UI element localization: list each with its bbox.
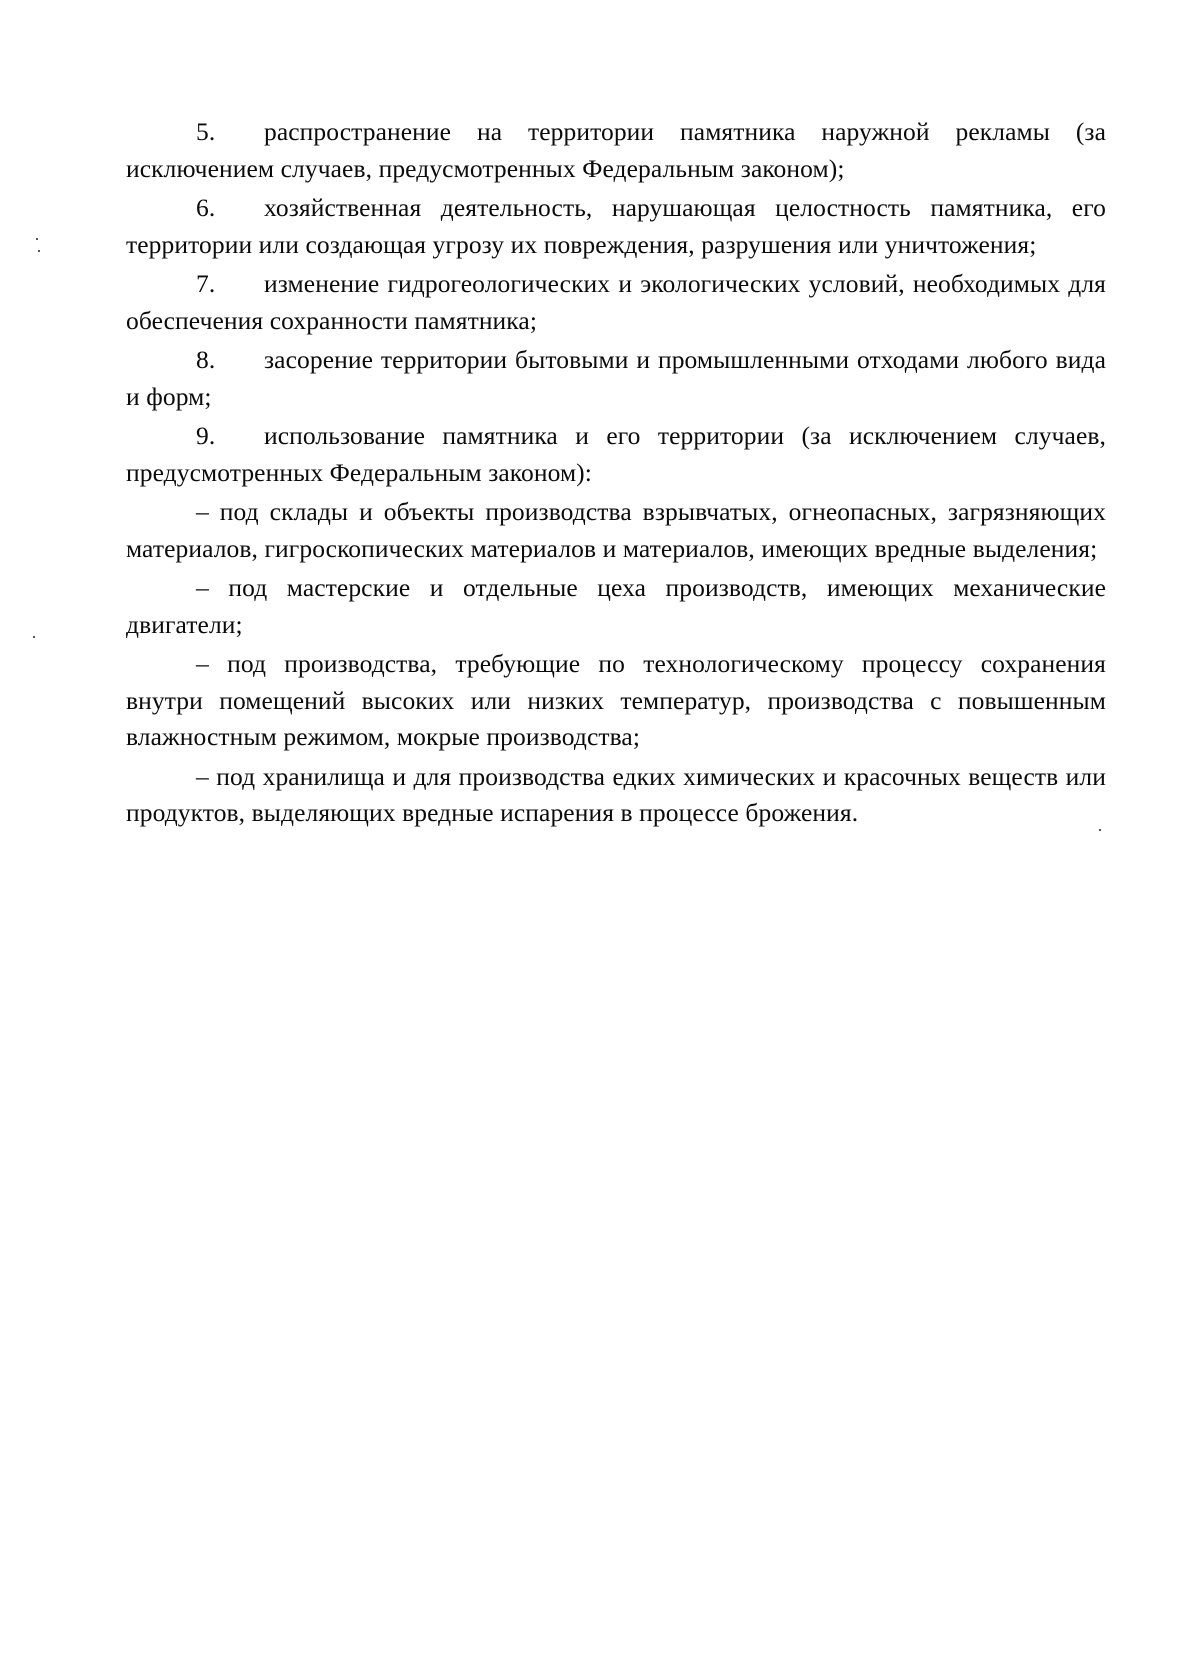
document-page [126, 114, 1106, 835]
item-number: 7. [196, 269, 216, 298]
scan-speck [38, 250, 40, 252]
list-item-9 [126, 418, 1106, 491]
scan-speck [36, 238, 38, 240]
item-number: 9. [196, 421, 216, 450]
sub-item-workshops: – под мастерские и отдельные цеха производств, имеющих механические двигатели; [126, 573, 1106, 639]
sub-item-temperature: – под производства, требующие по технологическому процессу сохранения внутри помещений высоких или низких температур, производства с повышенным влажностным режимом, мокрые производства; [126, 649, 1106, 751]
item-number: 8. [196, 345, 216, 374]
item-text: засорение территории бытовыми и промышленными отходами любого вида и форм; [126, 345, 1106, 411]
list-item-7 [126, 266, 1106, 339]
list-item-8 [126, 342, 1106, 415]
scan-speck [1099, 829, 1101, 831]
item-number: 6. [196, 193, 216, 222]
item-text: распространение на территории памятника наружной рекламы (за исключением случаев, предусмотренных Федеральным законом); [126, 117, 1106, 183]
item-text: изменение гидрогеологических и экологических условий, необходимых для обеспечения сохранности памятника; [126, 269, 1106, 335]
item-number: 5. [196, 117, 216, 146]
item-text: хозяйственная деятельность, нарушающая целостность памятника, его территории или создающая угрозу их повреждения, разрушения или уничтожения; [126, 193, 1106, 259]
list-item-5 [126, 114, 1106, 187]
sub-item-warehouses: – под склады и объекты производства взрывчатых, огнеопасных, загрязняющих материалов, гигроскопических материалов и материалов, имеющих вредные выделения; [126, 497, 1106, 563]
list-item-6 [126, 190, 1106, 263]
item-text: использование памятника и его территории (за исключением случаев, предусмотренных Федеральным законом): [126, 421, 1106, 487]
scan-speck [33, 636, 35, 638]
sub-item-storage: – под хранилища и для производства едких химических и красочных веществ или продуктов, выделяющих вредные испарения в процессе брожения. [126, 761, 1106, 827]
